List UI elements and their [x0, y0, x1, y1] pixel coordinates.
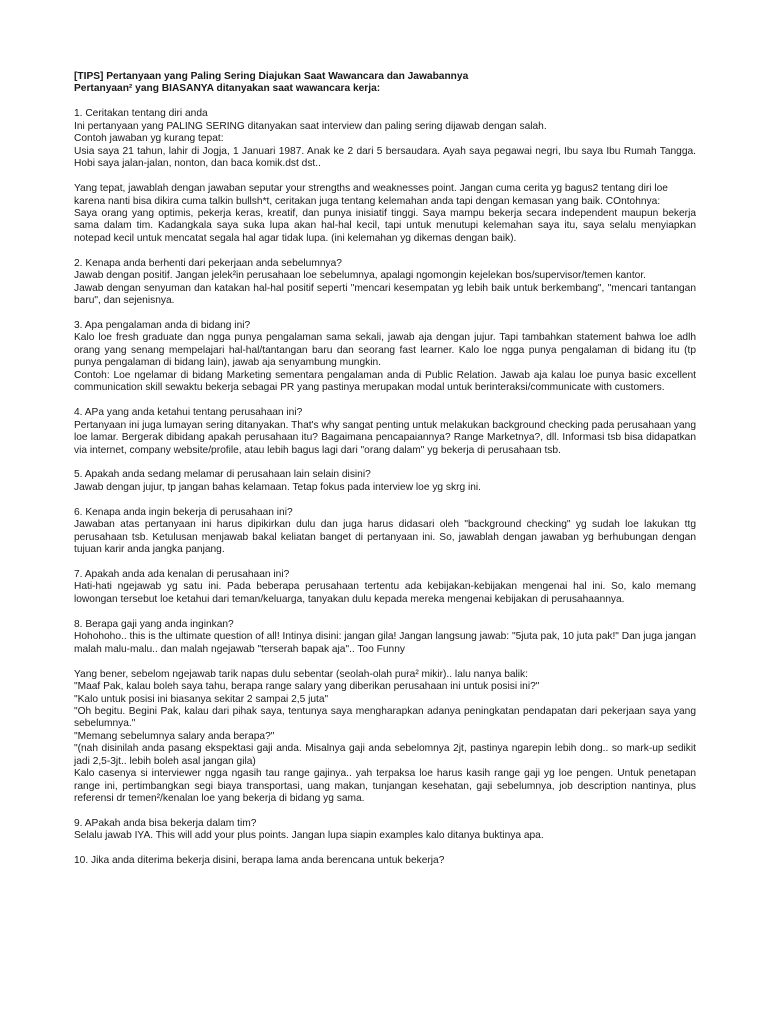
paragraph-text: Usia saya 21 tahun, lahir di Jogja, 1 Januari 1987. Anak ke 2 dari 5 bersaudara. Ayah saya pegawai negri, Ibu saya Ibu Rumah Tangga. Hobi saya jalan-jalan, nonton, dan baca komik.dst dst..	[74, 145, 696, 170]
paragraph-text: Saya orang yang optimis, pekerja keras, kreatif, dan punya inisiatif tinggi. Saya mampu bekerja secara independent maupun bekerja sama dalam tim. Kadangkala saya suka lupa akan hal-hal kecil, tapi untuk menutupi kelemahan saya itu, saya selalu menyiapkan notepad kecil untuk mencatat segala hal agar tidak lupa. (ini kelemahan yg dikemas dengan baik).	[74, 207, 696, 244]
document-section	[74, 818, 696, 843]
document-section	[74, 258, 696, 308]
question-heading: 1. Ceritakan tentang diri anda	[74, 108, 208, 120]
paragraph-text: Ini pertanyaan yang PALING SERING ditanyakan saat interview dan paling sering dijawab dengan salah.	[74, 120, 547, 132]
document-section	[74, 569, 696, 606]
document-body	[74, 108, 696, 867]
paragraph-text: Hati-hati ngejawab yg satu ini. Pada beberapa perusahaan tertentu ada kebijakan-kebijakan mengenai hal ini. So, kalo memang lowongan tersebut loe ketahui dari teman/keluarga, tanyakan dulu kepada mereka mengenai kebijakan di perusahaannya.	[74, 581, 696, 605]
question-heading: 7. Apakah anda ada kenalan di perusahaan ini?	[74, 569, 290, 580]
paragraph-text: "Maaf Pak, kalau boleh saya tahu, berapa range salary yang diberikan perusahaan ini untuk posisi ini?"	[74, 681, 540, 693]
document-subtitle: Pertanyaan² yang BIASANYA ditanyakan saat wawancara kerja:	[74, 83, 381, 95]
paragraph-text: Yang tepat, jawablah dengan jawaban seputar your strengths and weaknesses point. Jangan cuma cerita yg bagus2 tentang diri loe karena nanti bisa dikira cuma talkin bullsh*t, ceritakan juga tentang kelemahan anda tapi dengan kemasan yang baik. COntohnya:	[74, 183, 668, 207]
paragraph-text: Jawab dengan positif. Jangan jelek²in perusahaan loe sebelumnya, apalagi ngomongin kejelekan bos/supervisor/temen kantor.	[74, 270, 647, 282]
question-heading: 10. Jika anda diterima bekerja disini, berapa lama anda berencana untuk bekerja?	[74, 855, 445, 867]
question-heading: 4. APa yang anda ketahui tentang perusahaan ini?	[74, 407, 303, 419]
document-section	[74, 619, 696, 656]
question-heading: 3. Apa pengalaman anda di bidang ini?	[74, 320, 251, 331]
document-section	[74, 407, 696, 457]
paragraph-text: "(nah disinilah anda pasang ekspektasi gaji anda. Misalnya gaji anda sebelomnya 2jt, pastinya ngarepin lebih dong.. so mark-up sedikit jadi 2,5-3jt.. lebih boleh asal jangan gila)	[74, 743, 696, 767]
paragraph-text: "Kalo untuk posisi ini biasanya sekitar 2 sampai 2,5 juta"	[74, 693, 329, 705]
paragraph-text: Contoh: Loe ngelamar di bidang Marketing sementara pengalaman anda di Public Relation. Jawab aja kalau loe punya basic excellent communication skill sewaktu bekerja sebagai PR yang pastinya merupakan modal untuk berinteraksi/communicate with customers.	[74, 369, 696, 394]
question-heading: 8. Berapa gaji yang anda inginkan?	[74, 618, 234, 630]
document-header	[74, 71, 696, 96]
document-section	[74, 320, 696, 395]
question-heading: 6. Kenapa anda ingin bekerja di perusahaan ini?	[74, 506, 293, 518]
document-section	[74, 669, 696, 806]
paragraph-text: Kalo casenya si interviewer ngga ngasih tau range gajinya.. yah terpaksa loe harus kasih range gaji yg loe pengen. Untuk penetapan range ini, pertimbangkan segi biaya transportasi, uang makan, tunjangan kesehatan, gaji sebelumnya, job description nantinya, plus referensi dr temen²/kenalan loe yang bekerja di bidang yg sama.	[74, 768, 696, 805]
question-heading: 9. APakah anda bisa bekerja dalam tim?	[74, 818, 257, 830]
paragraph-text: Kalo loe fresh graduate dan ngga punya pengalaman sama sekali, jawab aja dengan jujur. Tapi tambahkan statement bahwa loe adlh orang yang senang mempelajari hal-hal/tantangan baru dan seorang fast learner. Kalo loe ngga punya pengalaman di bidang itu (tp punya pengalaman di bidang lain), jawab aja senyambung mungkin.	[74, 332, 696, 369]
document-section	[74, 469, 696, 494]
document-section	[74, 855, 696, 867]
question-heading: 5. Apakah anda sedang melamar di perusahaan lain selain disini?	[74, 469, 371, 481]
paragraph-text: "Oh begitu. Begini Pak, kalau dari pihak saya, tentunya saya mengharapkan adanya peningkatan pendapatan dari pekerjaan saya yang sebelumnya."	[74, 705, 696, 730]
paragraph-text: Jawab dengan jujur, tp jangan bahas kelamaan. Tetap fokus pada interview loe yg skrg ini.	[74, 481, 482, 493]
document-section	[74, 183, 696, 245]
document-section	[74, 507, 696, 557]
document-section	[74, 108, 696, 170]
paragraph-text: Contoh jawaban yg kurang tepat:	[74, 133, 224, 145]
paragraph-text: Selalu jawab IYA. This will add your plus points. Jangan lupa siapin examples kalo ditanya buktinya apa.	[74, 830, 544, 842]
paragraph-text: "Memang sebelumnya salary anda berapa?"	[74, 730, 275, 742]
paragraph-text: Hohohoho.. this is the ultimate question of all! Intinya disini: jangan gila! Jangan langsung jawab: "5juta pak, 10 juta pak!" Dan juga jangan malah malu-malu.. dan malah ngejawab "terserah bapak aja".. Too Funny	[74, 631, 696, 655]
paragraph-text: Jawaban atas pertanyaan ini harus dipikirkan dulu dan juga harus didasari oleh "background checking" yg sudah loe lakukan ttg perusahaan tsb. Ketulusan menjawab bakal keliatan banget di pertanyaan ini. So, jawablah dengan jawaban yg berhubungan dengan tujuan karir anda jangka panjang.	[74, 519, 696, 556]
paragraph-text: Yang bener, sebelom ngejawab tarik napas dulu sebentar (seolah-olah pura² mikir).. lalu nanya balik:	[74, 668, 528, 680]
paragraph-text: Pertanyaan ini juga lumayan sering ditanyakan. That's why sangat penting untuk melakukan background checking pada perusahaan yang loe lamar. Bergerak dibidang apakah perusahaan itu? Bagaimana pencapaiannya? Range Marketnya?, dll. Informasi tsb bisa didapatkan via internet, company website/profile, atau lebih bagus lagi dari "orang dalam" yg bekerja di perusahaan tsb.	[74, 419, 696, 456]
paragraph-text: Jawab dengan senyuman dan katakan hal-hal positif seperti "mencari kesempatan yg lebih baik untuk berkembang", "mencari tantangan baru", dan sejenisnya.	[74, 282, 696, 307]
document-title: [TIPS] Pertanyaan yang Paling Sering Diajukan Saat Wawancara dan Jawabannya	[74, 71, 469, 82]
document-page	[74, 71, 696, 880]
question-heading: 2. Kenapa anda berhenti dari pekerjaan anda sebelumnya?	[74, 257, 342, 269]
